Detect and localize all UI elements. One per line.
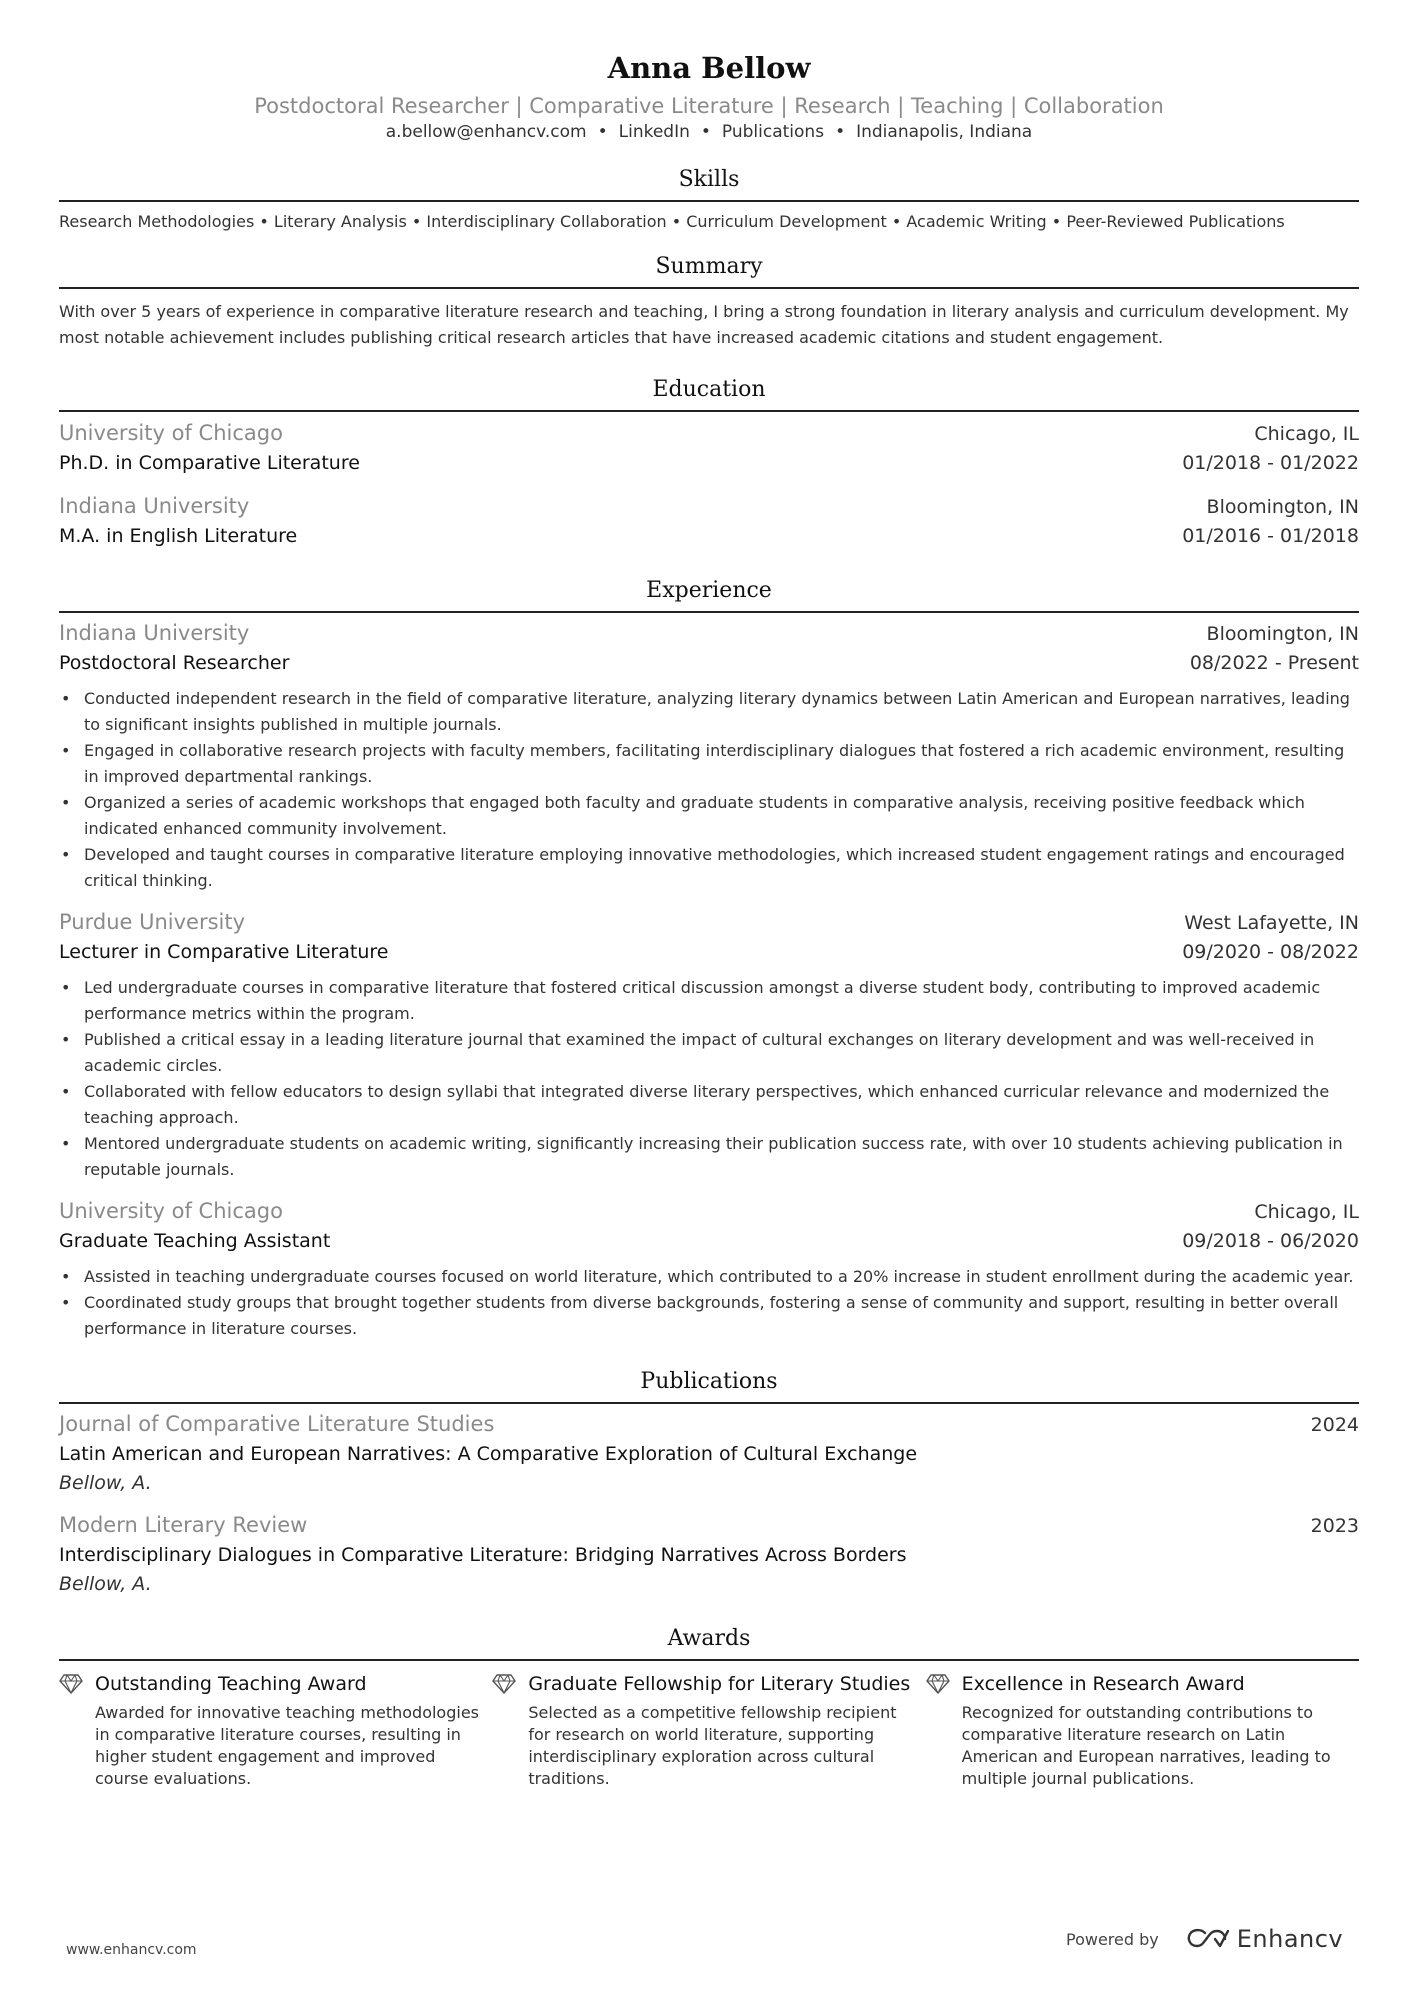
award-title: Excellence in Research Award bbox=[961, 1673, 1245, 1695]
section-divider bbox=[59, 410, 1359, 412]
award-title: Graduate Fellowship for Literary Studies bbox=[528, 1673, 911, 1695]
institution-location: Chicago, IL bbox=[1254, 423, 1359, 445]
section-title-experience: Experience bbox=[646, 578, 772, 603]
diamond-icon bbox=[926, 1674, 950, 1694]
experience-entry bbox=[59, 908, 1359, 1183]
skills-section bbox=[59, 166, 1359, 233]
experience-section bbox=[59, 577, 1359, 1342]
company-name: University of Chicago bbox=[59, 1199, 283, 1223]
footer-website-link[interactable]: www.enhancv.com bbox=[66, 1942, 197, 1958]
location-text: Indianapolis, Indiana bbox=[856, 122, 1033, 142]
powered-by-label: Powered by bbox=[1066, 1929, 1159, 1949]
award-item bbox=[926, 1670, 1359, 1790]
publication-title: Interdisciplinary Dialogues in Comparative Literature: Bridging Narratives Across Borders bbox=[59, 1544, 907, 1566]
award-title: Outstanding Teaching Award bbox=[95, 1673, 367, 1695]
company-name: Indiana University bbox=[59, 621, 250, 645]
contact-separator: • bbox=[835, 122, 846, 142]
degree: Ph.D. in Comparative Literature bbox=[59, 452, 360, 474]
job-dates: 09/2020 - 08/2022 bbox=[1182, 941, 1359, 963]
email-link[interactable]: a.bellow@enhancv.com bbox=[385, 122, 587, 142]
job-location: Chicago, IL bbox=[1254, 1201, 1359, 1223]
institution-name: Indiana University bbox=[59, 494, 250, 518]
skills-list: Research Methodologies • Literary Analysis • Interdisciplinary Collaboration • Curriculum Development • Academic Writing • Peer-Reviewed Publications bbox=[59, 212, 1285, 231]
section-divider bbox=[59, 1402, 1359, 1404]
headline: Postdoctoral Researcher | Comparative Literature | Research | Teaching | Collaboration bbox=[254, 94, 1164, 118]
summary-text: With over 5 years of experience in comparative literature research and teaching, I bring a strong foundation in literary analysis and curriculum development. My most notable achievement includes publishing critical research articles that have increased academic citations and student engagement. bbox=[59, 302, 1349, 347]
education-entry bbox=[59, 419, 1359, 478]
bullet-item: • Coordinated study groups that brought together students from diverse backgrounds, fostering a sense of community and support, resulting in better overall performance in literature courses. bbox=[59, 1290, 1359, 1342]
job-title: Lecturer in Comparative Literature bbox=[59, 941, 389, 963]
publications-section bbox=[59, 1368, 1359, 1599]
bullet-item: • Conducted independent research in the field of comparative literature, analyzing literary dynamics between Latin American and European narratives, leading to significant insights published in multiple journals. bbox=[59, 686, 1359, 738]
diamond-icon bbox=[59, 1674, 83, 1694]
section-title-skills: Skills bbox=[678, 167, 740, 192]
section-title-summary: Summary bbox=[655, 254, 763, 279]
publication-authors: Bellow, A. bbox=[59, 1472, 152, 1494]
publication-entry bbox=[59, 1511, 1359, 1599]
experience-entry bbox=[59, 619, 1359, 894]
education-dates: 01/2018 - 01/2022 bbox=[1182, 452, 1359, 474]
education-dates: 01/2016 - 01/2018 bbox=[1182, 525, 1359, 547]
award-item bbox=[59, 1670, 492, 1790]
section-title-publications: Publications bbox=[640, 1369, 778, 1394]
bullet-item: • Led undergraduate courses in comparative literature that fostered critical discussion amongst a diverse student body, contributing to improved academic performance metrics within the program. bbox=[59, 975, 1359, 1027]
job-bullets bbox=[59, 975, 1359, 1183]
contact-line bbox=[59, 120, 1359, 144]
bullet-item: • Organized a series of academic workshops that engaged both faculty and graduate students in comparative analysis, receiving positive feedback which indicated enhanced community involvement. bbox=[59, 790, 1359, 842]
award-item bbox=[492, 1670, 925, 1790]
institution-location: Bloomington, IN bbox=[1206, 496, 1359, 518]
footer-branding bbox=[1066, 1925, 1343, 1953]
publication-year: 2023 bbox=[1310, 1515, 1359, 1537]
section-divider bbox=[59, 611, 1359, 613]
job-bullets bbox=[59, 686, 1359, 894]
bullet-item: • Collaborated with fellow educators to design syllabi that integrated diverse literary perspectives, which enhanced curricular relevance and modernized the teaching approach. bbox=[59, 1079, 1359, 1131]
section-divider bbox=[59, 287, 1359, 289]
diamond-icon bbox=[492, 1674, 516, 1694]
section-divider bbox=[59, 200, 1359, 202]
section-title-education: Education bbox=[652, 377, 766, 402]
publication-title: Latin American and European Narratives: A Comparative Exploration of Cultural Exchange bbox=[59, 1443, 918, 1465]
publication-authors: Bellow, A. bbox=[59, 1573, 152, 1595]
award-description: Recognized for outstanding contributions to comparative literature research on Latin American and European narratives, leading to multiple journal publications. bbox=[961, 1703, 1331, 1788]
publications-link[interactable]: Publications bbox=[721, 122, 825, 142]
publication-entry bbox=[59, 1410, 1359, 1498]
experience-entry bbox=[59, 1197, 1359, 1342]
journal-name: Modern Literary Review bbox=[59, 1513, 308, 1537]
awards-grid bbox=[59, 1670, 1359, 1790]
job-location: West Lafayette, IN bbox=[1184, 912, 1359, 934]
job-dates: 08/2022 - Present bbox=[1189, 652, 1359, 674]
degree: M.A. in English Literature bbox=[59, 525, 298, 547]
journal-name: Journal of Comparative Literature Studies bbox=[59, 1412, 495, 1436]
bullet-item: • Assisted in teaching undergraduate courses focused on world literature, which contributed to a 20% increase in student enrollment during the academic year. bbox=[59, 1264, 1359, 1290]
bullet-item: • Published a critical essay in a leading literature journal that examined the impact of cultural exchanges on literary development and was well-received in academic circles. bbox=[59, 1027, 1359, 1079]
summary-section bbox=[59, 253, 1359, 351]
education-entry bbox=[59, 492, 1359, 551]
education-section bbox=[59, 376, 1359, 551]
enhancv-logo[interactable] bbox=[1185, 1925, 1343, 1953]
job-location: Bloomington, IN bbox=[1206, 623, 1359, 645]
section-title-awards: Awards bbox=[667, 1626, 751, 1651]
job-bullets bbox=[59, 1264, 1359, 1342]
job-title: Graduate Teaching Assistant bbox=[59, 1230, 331, 1252]
bullet-item: • Developed and taught courses in comparative literature employing innovative methodologies, which increased student engagement ratings and encouraged critical thinking. bbox=[59, 842, 1359, 894]
contact-separator: • bbox=[597, 122, 608, 142]
award-description: Selected as a competitive fellowship recipient for research on world literature, supporting interdisciplinary exploration across cultural traditions. bbox=[528, 1703, 897, 1788]
institution-name: University of Chicago bbox=[59, 421, 283, 445]
contact-separator: • bbox=[700, 122, 711, 142]
enhancv-brand-name: Enhancv bbox=[1236, 1925, 1344, 1953]
award-description: Awarded for innovative teaching methodologies in comparative literature courses, resulting in higher student engagement and improved course evaluations. bbox=[95, 1703, 479, 1788]
enhancv-logo-icon bbox=[1185, 1927, 1231, 1951]
company-name: Purdue University bbox=[59, 910, 246, 934]
bullet-item: • Engaged in collaborative research projects with faculty members, facilitating interdisciplinary dialogues that fostered a rich academic environment, resulting in improved departmental rankings. bbox=[59, 738, 1359, 790]
candidate-name: Anna Bellow bbox=[607, 51, 811, 85]
bullet-item: • Mentored undergraduate students on academic writing, significantly increasing their publication success rate, with over 10 students achieving publication in reputable journals. bbox=[59, 1131, 1359, 1183]
awards-section bbox=[59, 1625, 1359, 1790]
job-title: Postdoctoral Researcher bbox=[59, 652, 290, 674]
resume-content bbox=[59, 48, 1359, 1790]
section-divider bbox=[59, 1659, 1359, 1661]
job-dates: 09/2018 - 06/2020 bbox=[1182, 1230, 1359, 1252]
linkedin-link[interactable]: LinkedIn bbox=[618, 122, 690, 142]
publication-year: 2024 bbox=[1310, 1414, 1359, 1436]
